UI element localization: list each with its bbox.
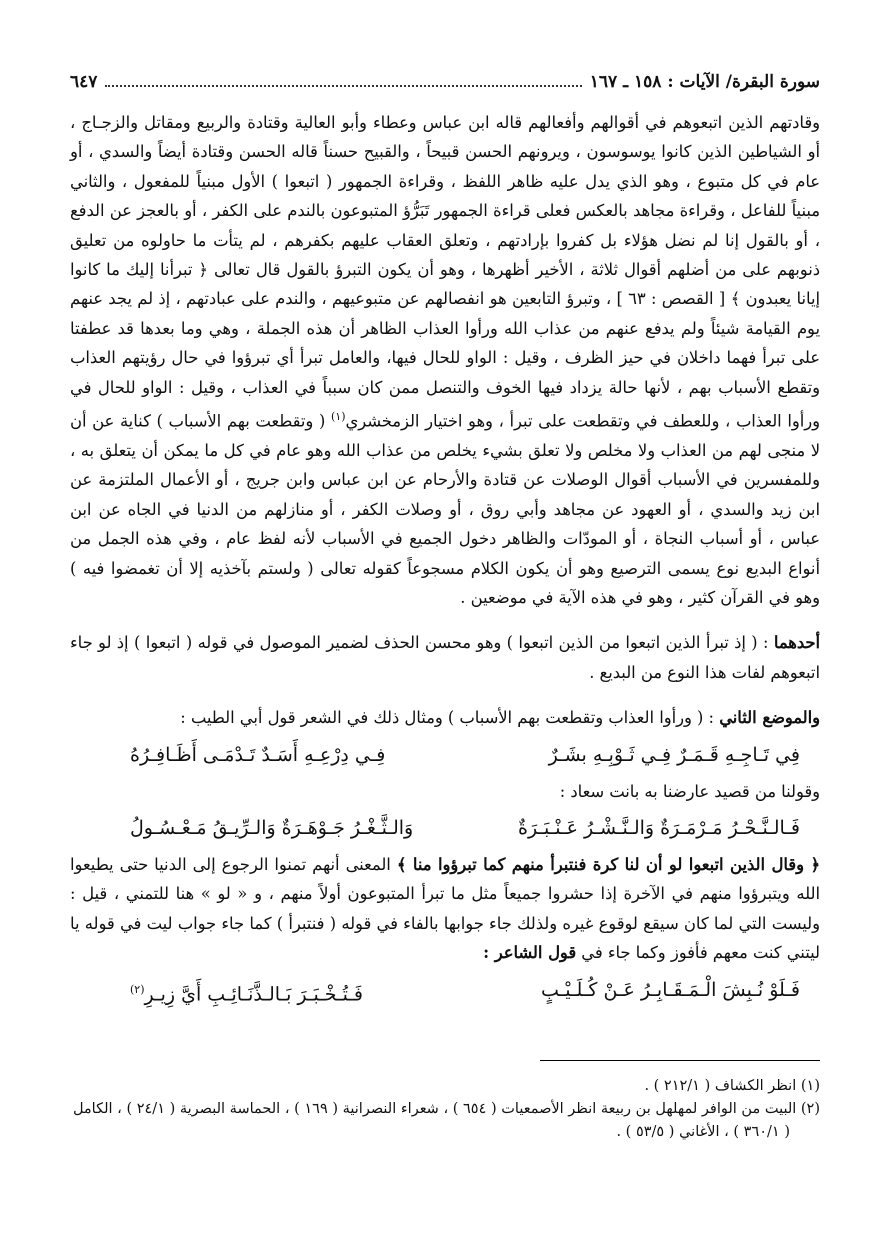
footnote-1: (١) انظر الكشاف ( ٢١٢/١ ) . — [644, 1077, 820, 1094]
paragraph-2 — [70, 628, 820, 687]
paragraph-1 — [70, 108, 820, 612]
paragraph-2-label: أحدهما — [773, 633, 820, 653]
verse-2-second-hemistich: وَالـثَّـغْـرُ جَـوْهَـرَةٌ وَالـرِّيـقُ مَـعْـسُـولُ — [130, 816, 414, 839]
paragraph-1-text: وقادتهم الذين اتبعوهم في أقوالهم وأفعالهم قاله ابن عباس وعطاء وأبو العالية وقتادة والربيع ومقاتل والزجـاج ، أو الشياطين الذين كانوا يوسوسون ، ويرونهم الحسن قبيحاً ، والقبيح حسناً قاله الحسن وقتادة أيضاً والسدي ، أو عام في كل متبوع ، وهو الذي يدل عليه ظاهر اللفظ ، وقراءة الجمهور ( اتبعوا ) الأول مبنياً للمفعول ، والثاني مبنياً للفاعل ، وقراءة مجاهد بالعكس فعلى قراءة الجمهور تَبَرُّؤ المتبوعون بالندم على الكفر ، أو بالعجز عن الدفع ، أو بالقول إنا لم نضل هؤلاء بل كفروا بإرادتهم ، وتعلق العقاب عليهم بكفرهم ، لم يتأت ما حاولوه من تعليق ذنوبهم على من أضلهم أقوال ثلاثة ، الأخير أظهرها ، وهو أن يكون التبرؤ بالقول قال تعالى ﴿ تبرأنا إليك ما كانوا إيانا يعبدون ﴾ [ القصص : ٦٣ ] ، وتبرؤ التابعين هو انفصالهم عن متبوعيهم ، والندم على عبادتهم ، إذ لم يجد عنهم يوم القيامة شيئاً ولم يدفع عنهم من عذاب الله ورأوا العذاب الظاهر أن هذه الجملة ، وهي وما بعدها قد عطفتا على تبرأ فهما داخلان في حيز الظرف ، وقيل : الواو للحال فيها، والعامل تبرأ أي تبرؤوا في حال رؤيتهم العذاب وتقطع الأسباب بهم ، لأنها حالة يزداد فيها الخوف والتنصل ممن كان سبباً في العذاب ، وقيل : الواو للحال في ورأوا العذاب ، وللعطف في وتقطعت على تبرأ ، وهو اختيار الزمخشري — [70, 113, 820, 431]
verse-3-first-hemistich: فَـلَوْ نُـبِشَ الْـمَـقَـابِـرُ عَـنْ كُـلَـيْـبٍ — [540, 978, 800, 1001]
quran-quote: ﴿ وقال الذين اتبعوا لو أن لنا كرة فنتبرأ منهم كما تبرؤوا منا ﴾ — [396, 854, 821, 874]
header-title: سورة البقرة/ الآيات : ١٥٨ ـ ١٦٧ — [589, 72, 820, 92]
spacer — [70, 687, 820, 703]
footnote-2-line-2: ( ٣٦٠/١ ) ، الأغاني ( ٥٣/٥ ) . — [616, 1123, 790, 1140]
header-leader-dots — [105, 75, 581, 87]
paragraph-1-continued: ( وتقطعت بهم الأسباب ) كناية عن أن لا منجى لهم من العذاب ولا مخلص ولا تعلق بشيء يخلص من عذاب الله وهو عام في كل ما يمكن أن يتعلق به ، وللمفسرين في الأسباب أقوال الوصلات عن قتادة والأرحام عن ابن عباس وابن جريج ، أو الأعمال الملتزمة عن ابن زيد والسدي ، أو العهود عن مجاهد وأبي روق ، أو وصلات الكفر ، أو منازلهم من الدنيا في الجاه عن ابن عباس ، أو أسباب النجاة ، أو المودّات والظاهر دخول الجميع في الأسباب لأنه لفظ عام ، وفي هذه الجمل من أنواع البديع نوع يسمى الترصيع وهو أن يكون الكلام مسجوعاً كقوله تعالى ( ولستم بآخذيه إلا أن تغمضوا فيه ) وهو في القرآن كثير ، وهو في هذه الآية في موضعين . — [70, 411, 820, 607]
verse-1 — [70, 733, 820, 777]
paragraph-5-end: قول الشاعر : — [483, 943, 577, 963]
spacer — [70, 612, 820, 628]
footnote-2-line-1: (٢) البيت من الوافر لمهلهل بن ربيعة انظر الأصمعيات ( ٦٥٤ ) ، شعراء النصرانية ( ١٦٩ ) ، الحماسة البصرية ( ٢٤/١ ) ، الكامل — [72, 1100, 820, 1117]
paragraph-5-text: المعنى أنهم تمنوا الرجوع إلى الدنيا حتى يطيعوا الله ويتبرؤوا منهم في الآخرة إذا حشروا جميعاً مثل ما تبرأ المتبوعون أولاً منهم ، و « لو » هنا للتمني ، قيل : وليست التي لما كان سيقع لوقوع غيره ولذلك جاء جوابها بالفاء في قوله ( فنتبرأ ) كما جاء جواب ليت في قوله يا ليتني كنت معهم فأفوز وكما جاء في — [70, 854, 820, 963]
paragraph-3 — [70, 703, 820, 732]
verse-1-second-hemistich: فِـي دِرْعِـهِ أَسَـدٌ تَـدْمَـى أَظَـافِـرُهُ — [130, 743, 386, 766]
running-header — [70, 72, 820, 92]
page-content — [70, 72, 820, 1144]
verse-2 — [70, 806, 820, 850]
paragraph-5 — [70, 850, 820, 968]
paragraph-4: وقولنا من قصيد عارضنا به بانت سعاد : — [559, 781, 820, 801]
verse-3-second-text: فَـتُـخْـبَـرَ بَـالـذَّنَـائِـبِ أَيَّ زِيـرِ — [144, 982, 363, 1005]
page-number: ٦٤٧ — [70, 72, 98, 92]
verse-3-second-hemistich — [130, 968, 363, 1016]
verse-3 — [70, 968, 820, 1016]
footnote-2 — [70, 1098, 820, 1144]
verse-2-first-hemistich: فَـالـنَّـحْـرُ مَـرْمَـرَةٌ وَالـنَّـشْـرُ عَـنْـبَـرَةٌ — [518, 816, 800, 839]
verse-1-first-hemistich: فِي تَـاجِـهِ قَـمَـرٌ فِـي ثَـوْبِـهِ بشَـرٌ — [548, 743, 800, 766]
paragraph-2-text: : ( إذ تبرأ الذين اتبعوا من الذين اتبعوا ) وهو محسن الحذف لضمير الموصول في قوله ( اتبعوا ) إذ لو جاء اتبعوهم لفات هذا النوع من البديع . — [70, 633, 820, 682]
paragraph-3-label: والموضع الثاني — [719, 708, 820, 728]
footnote-ref-2: (٢) — [130, 982, 145, 996]
footnote-separator — [540, 1060, 820, 1061]
footnote-ref-1: (١) — [330, 410, 346, 424]
paragraph-3-text: : ( ورأوا العذاب وتقطعت بهم الأسباب ) ومثال ذلك في الشعر قول أبي الطيب : — [180, 708, 720, 728]
